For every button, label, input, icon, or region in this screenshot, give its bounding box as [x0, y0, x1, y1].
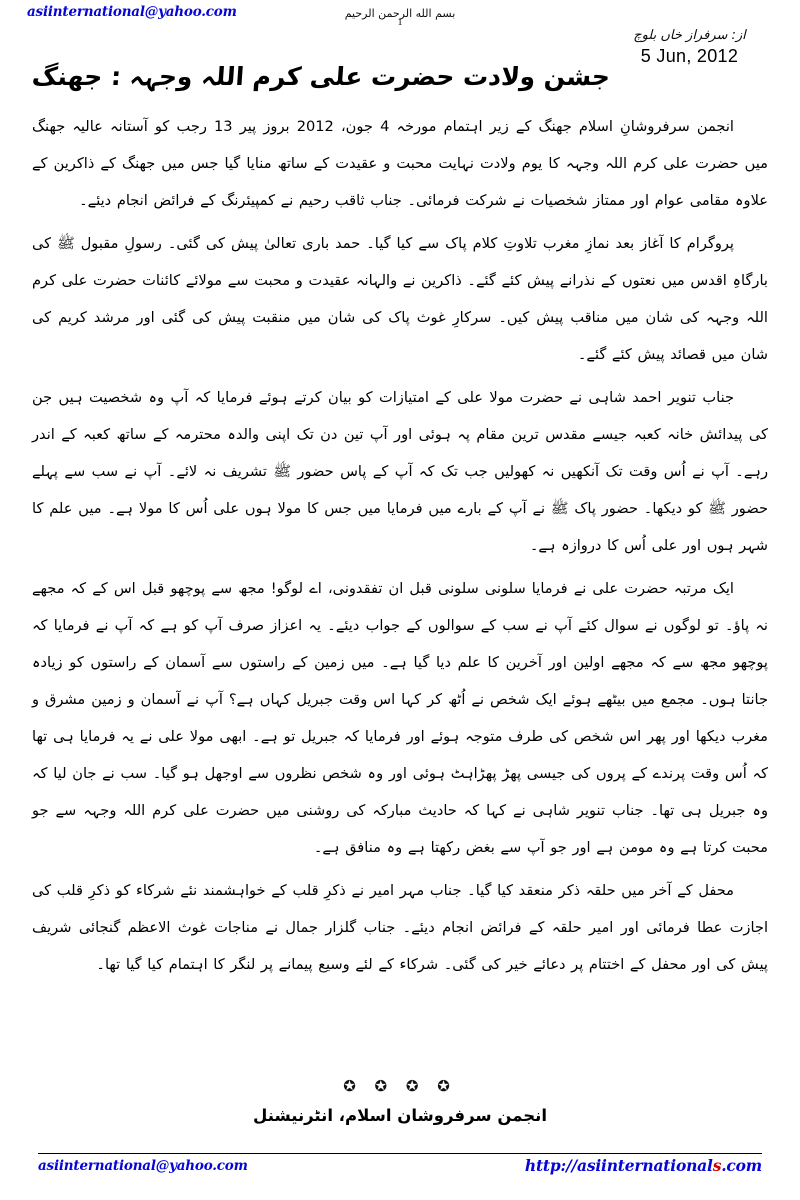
- article-body: [32, 108, 768, 983]
- bismillah-text: بسم الله الرحمن الرحيم: [344, 7, 456, 20]
- article-paragraph: پروگرام کا آغاز بعد نمازِ مغرب تلاوتِ کلام پاک سے کیا گیا۔ حمد باری تعالیٰ پیش کی گئی۔ رسولِ مقبول ﷺ کی بارگاہِ اقدس میں نعتوں کے نذرانے پیش کئے گئے۔ ذاکرین نے والہانہ عقیدت و محبت سے مولائے کائنات حضرت علی کرم اللہ وجہہ کی شان میں مناقب پیش کیں۔ سرکارِ غوث پاک کی شان میں منقبت پیش کی گئی اور مرشد کریم کی شان میں قصائد پیش کئے گئے۔: [32, 235, 768, 363]
- article-paragraph: جناب تنویر احمد شاہی نے حضرت مولا علی کے امتیازات کو بیان کرتے ہوئے فرمایا کہ آپ وہ شخصیت ہیں جن کی پیدائش خانہ کعبہ جیسے مقدس ترین مقام پہ ہوئی اور آپ تین دن تک اپنی والدہ محترمہ کے ساتھ کعبہ کے اندر رہے۔ آپ نے اُس وقت تک آنکھیں نہ کھولیں جب تک کہ آپ کے پاس حضور ﷺ تشریف نہ لائے۔ آپ نے سب سے پہلے حضور ﷺ کو دیکھا۔ حضور پاک ﷺ نے آپ کے بارے میں فرمایا میں جس کا مولا ہوں علی اُس کا مولا ہے۔ میں علم کا شہر ہوں اور علی اُس کا دروازہ ہے۔: [32, 389, 768, 554]
- byline-block: [607, 28, 772, 67]
- footer-url-prefix: http://asiinternational: [524, 1156, 713, 1175]
- article-paragraph: انجمن سرفروشانِ اسلام جھنگ کے زیر اہتمام مورخہ 4 جون، 2012 بروز پیر 13 رجب کو آستانہ عالیہ جھنگ میں حضرت علی کرم اللہ وجہہ کا یوم ولادت نہایت محبت و عقیدت کے ساتھ منایا گیا جس میں جھنگ کے ذاکرین کے علاوہ مقامی عوام اور ممتاز شخصیات نے شرکت فرمائی۔ جناب ثاقب رحیم نے کمپیئرنگ کے فرائض انجام دیئے۔: [32, 118, 768, 209]
- footer-email-address[interactable]: asiinternational@yahoo.com: [38, 1158, 248, 1174]
- page-number: 1: [397, 18, 403, 28]
- bismillah-block: [0, 2, 800, 28]
- byline-author: از: سرفراز خاں بلوچ: [633, 28, 746, 43]
- page-header: [0, 0, 800, 100]
- header-email-address[interactable]: asiinternational@yahoo.com: [27, 4, 237, 20]
- article-paragraph: ایک مرتبہ حضرت علی نے فرمایا سلونی سلونی قبل ان تفقدونی، اے لوگو! مجھ سے پوچھو قبل اس کے کہ مجھے نہ پاؤ۔ تو لوگوں نے سوال کئے آپ نے سب کے سوالوں کے جواب دیئے۔ یہ اعزاز صرف آپ کو ہے کہ آپ نے فرمایا کہ پوچھو مجھ سے کہ مجھے اولین اور آخرین کا علم دیا گیا ہے۔ میں زمین کے راستوں سے آسمان کے راستوں کو زیادہ جانتا ہوں۔ مجمع میں بیٹھے ہوئے ایک شخص نے اُٹھ کر کہا اس وقت جبریل کہاں ہے؟ آپ نے آسمان و زمین مشرق و مغرب دیکھا اور پھر اس شخص کی طرف متوجہ ہوئے اور فرمایا کہ جبریل تو ہے۔ ابھی مولا علی نے یہ فرمایا ہی تھا کہ اُس وقت پرندے کے پروں کی جیسی پھڑ پھڑاہٹ ہوئی اور وہ شخص نظروں سے اوجھل ہو گیا۔ سب نے جان لیا کہ وہ جبریل ہی تھا۔ جناب تنویر شاہی نے کہا کہ حادیث مبارکہ کی روشنی میں حضرت علی کرم اللہ وجہہ سے جو محبت کرتا ہے وہ مومن ہے اور جو آپ سے بغض رکھتا ہے وہ منافق ہے۔: [32, 580, 768, 856]
- footer-website-url[interactable]: [525, 1156, 762, 1175]
- byline-date: 5 Jun, 2012: [640, 45, 739, 66]
- footer-url-suffix: .com: [721, 1156, 762, 1175]
- page-title: جشن ولادت حضرت علی کرم اللہ وجہہ : جھنگ: [30, 61, 612, 91]
- footer-divider-rule: [38, 1153, 762, 1154]
- organization-signature: انجمن سرفروشان اسلام، انٹرنیشنل: [252, 1106, 547, 1125]
- page-title-wrap: [30, 44, 612, 109]
- article-paragraph: محفل کے آخر میں حلقہ ذکر منعقد کیا گیا۔ جناب مہر امیر نے ذکرِ قلب کے خواہشمند نئے شرکاء کو ذکرِ قلب کی اجازت عطا فرمائی اور امیر حلقہ کے فرائض انجام دیئے۔ جناب گلزار جمال نے مناجات غوث الاعظم گنجائی شریف پیش کی اور محفل کے اختتام پر دعائے خیر کی گئی۔ شرکاء کے لئے وسیع پیمانے پر لنگر کا اہتمام کیا گیا تھا۔: [32, 882, 768, 973]
- ornament-divider: ✪ ✪ ✪ ✪: [343, 1077, 457, 1095]
- footer-url-highlight: s: [712, 1156, 722, 1175]
